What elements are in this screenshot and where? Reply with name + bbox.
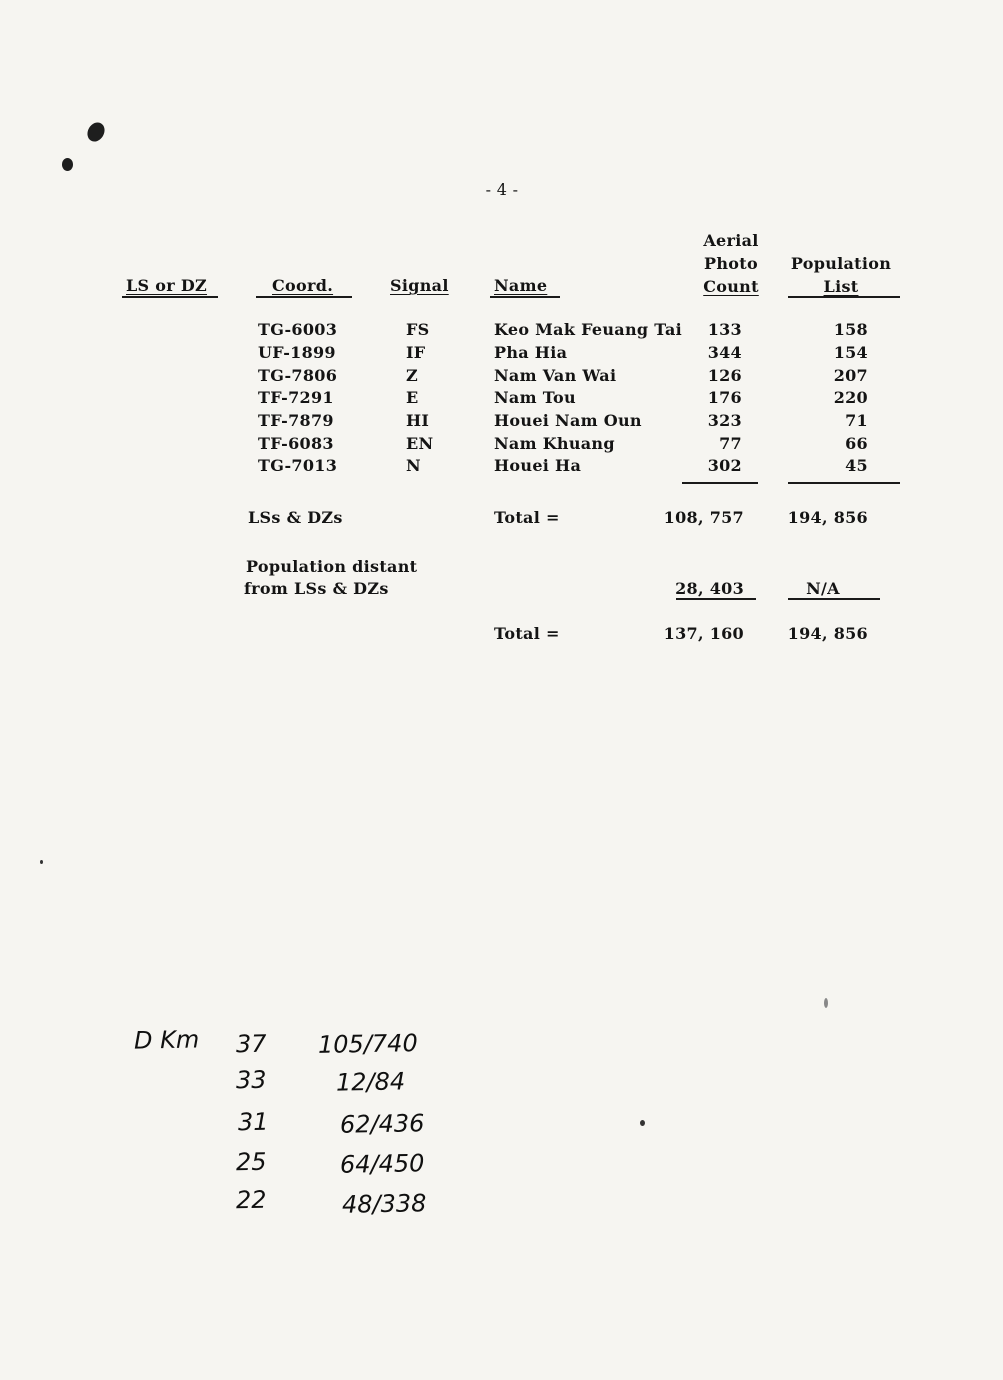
rows-rule-population [788,482,900,484]
coord-cell: TF-7879 [258,411,334,430]
coord-cell: TG-7013 [258,456,338,475]
population-cell: 45 [845,456,868,475]
handwritten-ratio: 64/450 [339,1149,425,1179]
grand-total-aerial: 137, 160 [663,624,744,643]
header-rule-coord [256,296,352,298]
page-number: - 4 - [485,180,519,199]
name-cell: Houei Ha [494,456,582,475]
header-aerial-line3: Count [703,277,759,296]
distant-rule-aerial [676,598,756,600]
signal-cell: HI [406,411,430,430]
signal-cell: FS [406,320,430,339]
header-ls-or-dz: LS or DZ [126,276,208,295]
header-rule-name [490,296,560,298]
name-cell: Pha Hia [494,343,568,362]
header-signal: Signal [390,276,449,295]
subtotal-population: 194, 856 [787,508,868,527]
header-name: Name [494,276,548,295]
coord-cell: TG-6003 [258,320,338,339]
handwritten-ratio: 48/338 [341,1189,427,1219]
signal-cell: Z [406,366,418,385]
signal-cell: IF [406,343,426,362]
header-aerial-line1: Aerial [703,231,759,250]
header-rule-ls [122,296,218,298]
population-cell: 158 [833,320,868,339]
scan-speck [40,860,43,864]
name-cell: Nam Van Wai [494,366,617,385]
population-cell: 66 [845,434,868,453]
header-population-line2: List [823,277,859,296]
handwritten-value: 25 [235,1147,267,1177]
handwritten-value: 37 [235,1029,267,1059]
handwritten-value: 31 [237,1107,269,1137]
rows-rule-aerial [682,482,758,484]
aerial-cell: 302 [707,456,742,475]
aerial-cell: 77 [719,434,742,453]
grand-total-label: Total = [494,624,560,643]
ink-blot-small [62,158,73,171]
aerial-cell: 126 [707,366,742,385]
handwritten-ratio: 12/84 [335,1067,406,1097]
header-population-line1: Population [790,254,892,273]
aerial-cell: 176 [707,388,742,407]
subtotal-total-label: Total = [494,508,560,527]
signal-cell: E [406,388,419,407]
population-cell: 154 [833,343,868,362]
handwritten-value: 33 [235,1065,267,1095]
signal-cell: N [406,456,421,475]
header-rule-population [788,296,900,298]
grand-total-population: 194, 856 [787,624,868,643]
scan-speck [640,1120,645,1126]
distant-label-line1: Population distant [246,557,418,576]
header-coord: Coord. [272,276,334,295]
coord-cell: TG-7806 [258,366,338,385]
population-cell: 71 [845,411,868,430]
population-cell: 220 [833,388,868,407]
aerial-cell: 133 [707,320,742,339]
handwritten-value: 22 [235,1185,267,1215]
coord-cell: UF-1899 [258,343,336,362]
name-cell: Keo Mak Feuang Tai [494,320,682,339]
handwritten-ratio: 62/436 [339,1109,425,1139]
handwritten-dkm-label: D Km [133,1025,200,1055]
distant-label-line2: from LSs & DZs [244,579,389,598]
signal-cell: EN [406,434,434,453]
subtotal-aerial: 108, 757 [663,508,744,527]
aerial-cell: 344 [707,343,742,362]
aerial-cell: 323 [707,411,742,430]
coord-cell: TF-6083 [258,434,334,453]
coord-cell: TF-7291 [258,388,334,407]
name-cell: Nam Tou [494,388,576,407]
population-cell: 207 [833,366,868,385]
distant-rule-population [788,598,880,600]
distant-population: N/A [806,579,840,598]
name-cell: Houei Nam Oun [494,411,642,430]
header-aerial-line2: Photo [704,254,758,273]
distant-aerial: 28, 403 [675,579,744,598]
name-cell: Nam Khuang [494,434,615,453]
handwritten-ratio: 105/740 [317,1029,418,1059]
subtotal-label: LSs & DZs [248,508,343,527]
ink-blot-large [84,119,108,144]
scan-speck [824,998,828,1008]
